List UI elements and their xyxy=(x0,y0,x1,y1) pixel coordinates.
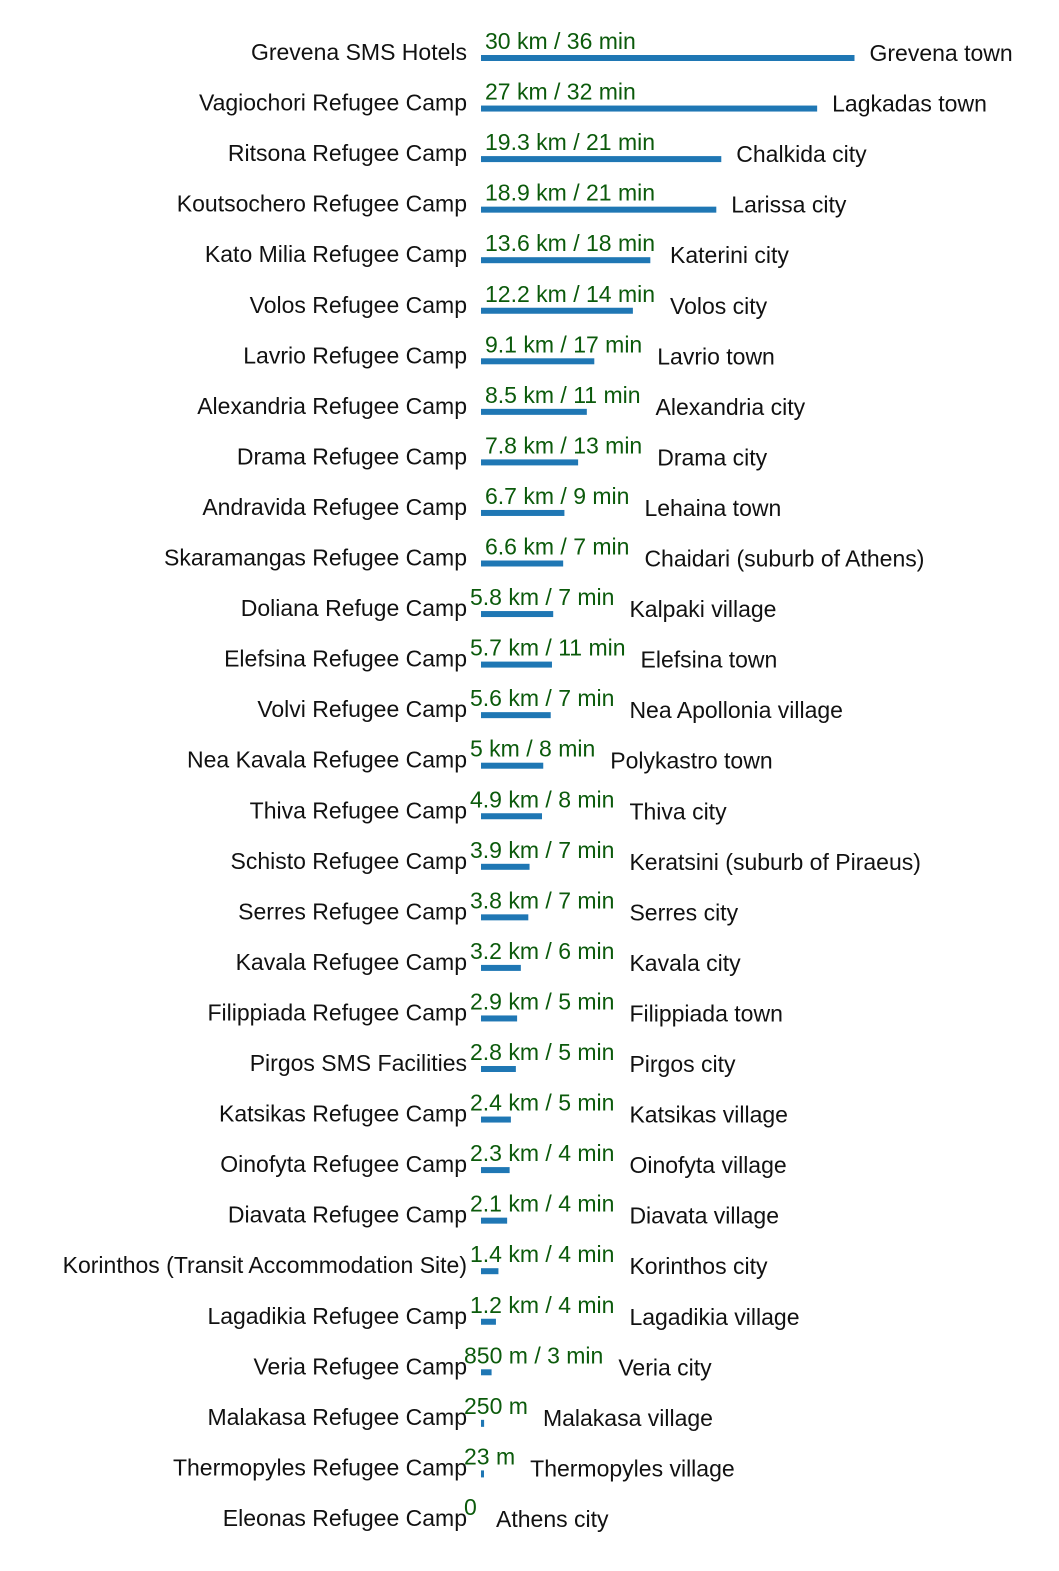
bar-row xyxy=(238,887,738,925)
origin-label: Drama Refugee Camp xyxy=(236,443,467,470)
origin-label: Malakasa Refugee Camp xyxy=(207,1403,467,1430)
distance-label: 250 m xyxy=(464,1392,528,1419)
bar xyxy=(481,864,530,870)
distance-label: 5.6 km / 7 min xyxy=(470,685,615,712)
bar-row xyxy=(219,1090,788,1128)
distance-label: 30 km / 36 min xyxy=(485,28,636,54)
bar-row xyxy=(177,180,847,218)
bar xyxy=(481,965,521,971)
origin-label: Volvi Refugee Camp xyxy=(257,696,467,723)
destination-label: Katsikas village xyxy=(629,1101,788,1128)
origin-label: Kato Milia Refugee Camp xyxy=(204,241,467,268)
origin-label: Koutsochero Refugee Camp xyxy=(176,190,467,217)
bar xyxy=(481,257,650,263)
origin-label: Filippiada Refugee Camp xyxy=(207,999,467,1026)
destination-label: Thiva city xyxy=(629,798,727,825)
bar xyxy=(481,1470,484,1477)
bar xyxy=(481,1369,492,1375)
bar xyxy=(481,813,542,819)
distance-label: 5 km / 8 min xyxy=(470,735,596,762)
origin-label: Schisto Refugee Camp xyxy=(230,847,467,874)
distance-label: 6.6 km / 7 min xyxy=(485,533,630,560)
distance-label: 9.1 km / 17 min xyxy=(485,331,643,358)
bar-row xyxy=(237,432,768,470)
destination-label: Lagkadas town xyxy=(832,90,987,117)
destination-label: Serres city xyxy=(629,899,739,926)
bar xyxy=(481,1319,496,1325)
destination-label: Filippiada town xyxy=(629,1000,783,1027)
bar xyxy=(481,1218,507,1224)
bar-row xyxy=(241,584,777,622)
origin-label: Veria Refugee Camp xyxy=(253,1353,467,1380)
origin-label: Alexandria Refugee Camp xyxy=(197,392,467,419)
distance-label: 2.4 km / 5 min xyxy=(470,1089,615,1116)
bar-row xyxy=(220,1140,786,1178)
bar xyxy=(481,358,594,364)
distance-label: 0 xyxy=(464,1493,477,1520)
bar xyxy=(481,1117,511,1123)
destination-label: Diavata village xyxy=(629,1202,780,1229)
destination-label: Drama city xyxy=(657,444,768,471)
bar xyxy=(481,611,553,617)
bar xyxy=(481,55,855,61)
destination-label: Oinofyta village xyxy=(629,1152,787,1179)
bar xyxy=(481,1268,498,1274)
origin-label: Korinthos (Transit Accommodation Site) xyxy=(62,1252,467,1279)
bar-row xyxy=(205,230,789,268)
distance-label: 23 m xyxy=(464,1443,516,1470)
distance-label: 2.9 km / 5 min xyxy=(470,988,615,1015)
bar-row xyxy=(228,129,867,167)
bar-row xyxy=(257,685,843,723)
bar-row xyxy=(207,1393,713,1431)
bar xyxy=(481,1015,517,1021)
distance-label: 1.4 km / 4 min xyxy=(470,1241,615,1268)
bar-row xyxy=(202,483,781,521)
destination-label: Lagadikia village xyxy=(629,1303,800,1330)
distance-label: 13.6 km / 18 min xyxy=(485,230,656,257)
distance-label: 27 km / 32 min xyxy=(485,78,636,105)
distance-label: 8.5 km / 11 min xyxy=(485,381,641,408)
origin-label: Diavata Refugee Camp xyxy=(227,1201,467,1228)
origin-label: Pirgos SMS Facilities xyxy=(249,1050,467,1076)
origin-label: Elefsina Refugee Camp xyxy=(224,645,467,672)
origin-label: Ritsona Refugee Camp xyxy=(227,140,467,167)
bar xyxy=(481,1066,516,1072)
distance-label: 7.8 km / 13 min xyxy=(485,432,643,459)
origin-label: Eleonas Refugee Camp xyxy=(222,1504,467,1531)
destination-label: Chalkida city xyxy=(736,141,867,168)
bar-row xyxy=(207,1292,799,1330)
bar-row xyxy=(250,786,727,824)
bar xyxy=(481,1420,484,1427)
bar xyxy=(481,662,552,668)
origin-label: Nea Kavala Refugee Camp xyxy=(187,746,467,773)
bar-row xyxy=(253,1342,712,1380)
distance-label: 6.7 km / 9 min xyxy=(485,482,630,509)
distance-label: 3.9 km / 7 min xyxy=(470,836,615,863)
bar xyxy=(481,459,578,465)
bar-row xyxy=(236,938,742,976)
origin-label: Andravida Refugee Camp xyxy=(202,493,467,520)
bar-row xyxy=(224,635,777,673)
distance-label: 1.2 km / 4 min xyxy=(470,1291,615,1318)
destination-label: Lehaina town xyxy=(644,494,782,521)
origin-label: Thermopyles Refugee Camp xyxy=(172,1454,467,1481)
origin-label: Grevena SMS Hotels xyxy=(250,39,467,65)
destination-label: Chaidari (suburb of Athens) xyxy=(644,545,925,572)
bar xyxy=(481,712,551,718)
origin-label: Lavrio Refugee Camp xyxy=(243,342,467,369)
bar-row xyxy=(223,1494,609,1532)
origin-label: Volos Refugee Camp xyxy=(249,291,467,318)
distance-label: 3.8 km / 7 min xyxy=(470,887,615,914)
origin-label: Katsikas Refugee Camp xyxy=(218,1100,467,1127)
distance-label: 5.7 km / 11 min xyxy=(470,634,626,661)
destination-label: Keratsini (suburb of Piraeus) xyxy=(629,848,921,875)
bar-row xyxy=(199,79,987,117)
bar-row xyxy=(63,1241,768,1279)
destination-label: Lavrio town xyxy=(657,343,775,370)
destination-label: Polykastro town xyxy=(610,747,773,774)
bar xyxy=(481,409,587,415)
destination-label: Pirgos city xyxy=(629,1051,736,1077)
destination-label: Kalpaki village xyxy=(629,596,777,623)
origin-label: Skaramangas Refugee Camp xyxy=(164,544,467,571)
distance-label: 19.3 km / 21 min xyxy=(485,129,656,156)
bar-row xyxy=(197,382,805,420)
destination-label: Malakasa village xyxy=(542,1404,713,1431)
bar xyxy=(481,914,528,920)
bar xyxy=(481,510,564,516)
distance-label: 5.8 km / 7 min xyxy=(470,584,615,611)
origin-label: Thiva Refugee Camp xyxy=(249,797,467,824)
bar xyxy=(481,308,633,314)
distance-label: 12.2 km / 14 min xyxy=(485,280,656,307)
bar-row xyxy=(243,331,775,369)
bar-row xyxy=(173,1443,735,1481)
origin-label: Serres Refugee Camp xyxy=(238,898,467,925)
origin-label: Lagadikia Refugee Camp xyxy=(207,1302,467,1329)
distance-label: 2.8 km / 5 min xyxy=(470,1039,615,1065)
destination-label: Kavala city xyxy=(629,949,741,976)
origin-label: Oinofyta Refugee Camp xyxy=(220,1151,467,1178)
destination-label: Larissa city xyxy=(731,191,847,218)
destination-label: Korinthos city xyxy=(629,1253,768,1280)
destination-label: Grevena town xyxy=(869,40,1013,66)
distance-label: 4.9 km / 8 min xyxy=(470,786,615,813)
bar xyxy=(481,156,721,162)
distance-label: 3.2 km / 6 min xyxy=(470,937,615,964)
destination-label: Veria city xyxy=(618,1354,712,1381)
bar-row xyxy=(187,736,773,774)
distance-label: 18.9 km / 21 min xyxy=(485,179,656,206)
destination-label: Athens city xyxy=(496,1505,609,1532)
bar-row xyxy=(230,837,920,875)
bar-row xyxy=(250,281,768,319)
origin-label: Vagiochori Refugee Camp xyxy=(198,89,467,116)
bar xyxy=(481,1167,510,1173)
destination-label: Nea Apollonia village xyxy=(629,697,843,724)
destination-label: Elefsina town xyxy=(640,646,778,673)
bar xyxy=(481,561,563,567)
bar-row xyxy=(207,988,782,1026)
origin-label: Kavala Refugee Camp xyxy=(235,948,467,975)
destination-label: Thermopyles village xyxy=(530,1455,735,1482)
destination-label: Alexandria city xyxy=(655,393,806,420)
bar-row xyxy=(251,28,1013,66)
destination-label: Katerini city xyxy=(670,242,789,269)
bar xyxy=(481,207,716,213)
distance-label: 2.1 km / 4 min xyxy=(470,1190,615,1217)
bar-row xyxy=(228,1191,779,1229)
bar-row xyxy=(250,1039,736,1077)
destination-label: Volos city xyxy=(670,292,768,319)
origin-label: Doliana Refuge Camp xyxy=(240,595,467,622)
bar-row xyxy=(164,534,924,572)
bar xyxy=(481,763,543,769)
distance-label: 2.3 km / 4 min xyxy=(470,1140,615,1167)
distance-label: 850 m / 3 min xyxy=(464,1342,604,1369)
bar xyxy=(481,106,817,112)
